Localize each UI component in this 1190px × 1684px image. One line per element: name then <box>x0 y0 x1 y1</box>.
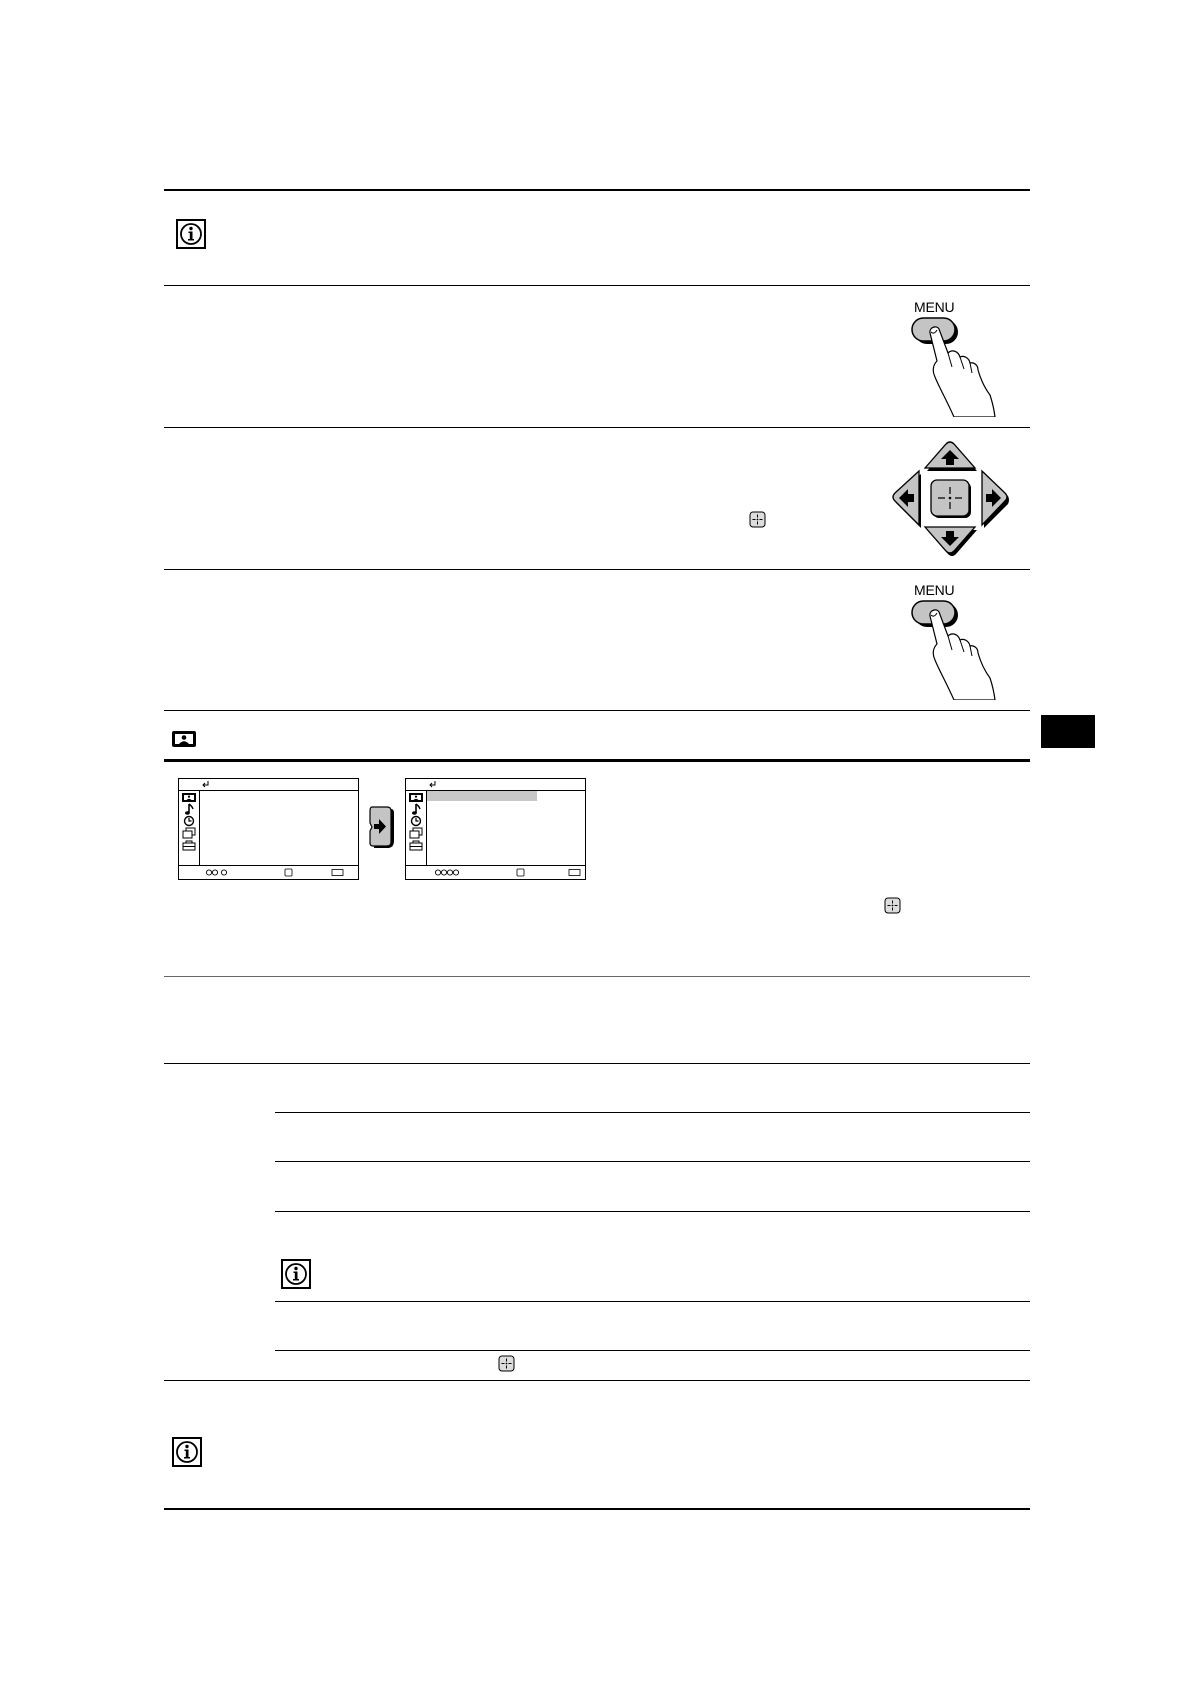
ok-button-icon <box>749 511 766 528</box>
table-row-rule <box>275 1350 1030 1351</box>
menu-button-icon <box>906 315 996 417</box>
top-rule <box>164 189 1030 191</box>
menu-button-icon <box>906 598 996 700</box>
table-bottom-rule <box>164 1380 1030 1381</box>
right-arrow-button <box>982 471 1009 528</box>
table-top-rule <box>164 1063 1030 1064</box>
selected-item-highlight <box>427 791 537 801</box>
menu-button-label-2: MENU <box>914 582 955 598</box>
bottom-rule <box>164 1508 1030 1510</box>
section-rule <box>164 710 1030 711</box>
table-row-rule <box>275 1301 1030 1302</box>
picture-icon <box>182 793 196 802</box>
info-icon <box>281 1259 311 1289</box>
divider-rule <box>164 976 1030 977</box>
next-arrow-icon <box>369 805 395 850</box>
ok-center-button <box>931 480 971 518</box>
hand-icon <box>930 610 995 700</box>
step-3-rule <box>164 569 1030 570</box>
chapter-thumb-tab <box>1041 715 1095 748</box>
menu-button-label: MENU <box>914 299 955 315</box>
down-arrow-button <box>925 527 977 556</box>
step-2-rule <box>164 427 1030 428</box>
picture-icon <box>409 793 423 802</box>
step-1-rule <box>164 285 1030 286</box>
menu-screen-picture <box>405 778 586 880</box>
menu-screen-main <box>178 778 359 880</box>
table-row-rule <box>275 1112 1030 1113</box>
info-icon <box>172 1437 202 1467</box>
table-row-rule <box>275 1161 1030 1162</box>
info-icon <box>176 219 206 249</box>
hand-icon <box>930 327 995 417</box>
left-arrow-button <box>893 471 921 528</box>
ok-button-icon <box>498 1355 515 1372</box>
ok-button-icon <box>884 897 901 914</box>
table-row-rule <box>275 1211 1030 1212</box>
up-arrow-button <box>925 442 977 471</box>
picture-mode-icon <box>171 730 197 748</box>
directional-pad-icon <box>891 441 1011 557</box>
section-header-rule <box>164 759 1030 762</box>
